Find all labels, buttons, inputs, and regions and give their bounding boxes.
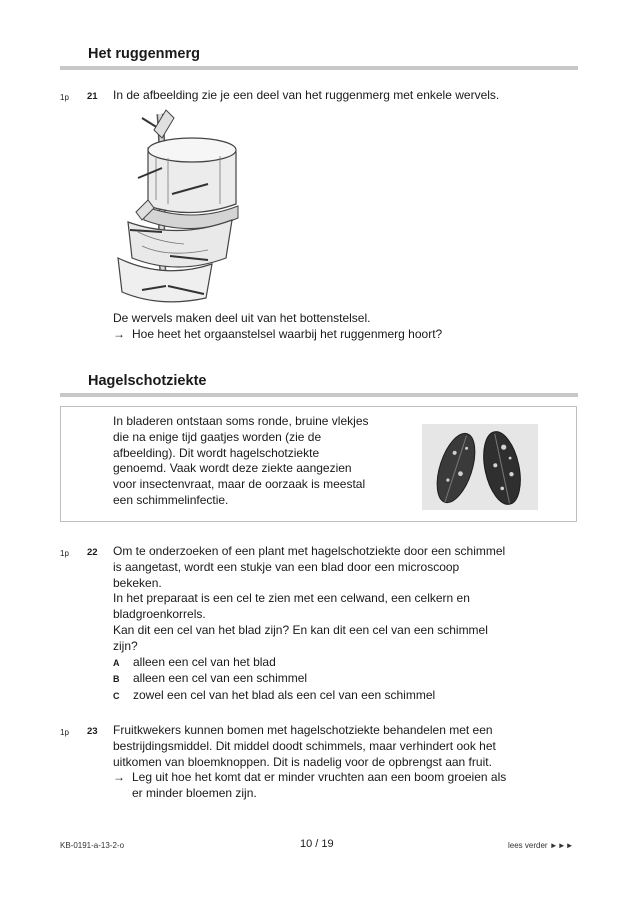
q21-points: 1p [60, 93, 69, 102]
q22-line: zijn? [113, 638, 138, 653]
q21-line1: De wervels maken deel uit van het bottenstelsel. [113, 311, 371, 325]
arrow-glyph: → [113, 770, 125, 785]
info-line: die na enige tijd gaatjes worden (zie de [113, 429, 322, 444]
q22-line: Om te onderzoeken of een plant met hagelschotziekte door een schimmel [113, 544, 506, 558]
info-line: In bladeren ontstaan soms ronde, bruine vlekjes [113, 414, 369, 428]
q22-line: is aangetast, wordt een stukje van een blad door een microscoop [113, 559, 460, 574]
q22-line: bladgroenkorrels. [113, 607, 206, 622]
footer-code: KB-0191-a-13-2-o [60, 841, 125, 850]
section-title-ruggenmerg: Het ruggenmerg [88, 46, 200, 62]
info-line: afbeelding). Dit wordt hagelschotziekte [113, 445, 320, 460]
q22-number: 22 [87, 547, 98, 558]
q21-question: Hoe heet het orgaanstelsel waarbij het ruggenmerg hoort? [132, 327, 443, 341]
q23-line: Fruitkwekers kunnen bomen met hagelschotziekte behandelen met een [113, 723, 493, 737]
q21-number: 21 [87, 91, 98, 102]
q22-line: In het preparaat is een cel te zien met een celwand, een celkern en [113, 591, 470, 606]
option-text: alleen een cel van een schimmel [133, 671, 308, 686]
section-title-hagelschotziekte: Hagelschotziekte [88, 373, 207, 389]
leaves-photo [422, 424, 538, 510]
q22-line: bekeken. [113, 575, 162, 590]
q22-option-c[interactable] [113, 688, 573, 705]
option-letter: B [113, 674, 120, 685]
info-line: voor insectenvraat, maar de oorzaak is meestal [113, 477, 366, 492]
section-rule [60, 393, 578, 397]
info-box-text [113, 414, 413, 509]
q22-line: Kan dit een cel van het blad zijn? En kan dit een cel van een schimmel [113, 622, 488, 637]
q22-stem [113, 544, 573, 705]
q22-option-b[interactable] [113, 671, 573, 688]
q23-line: bestrijdingsmiddel. Dit middel doodt schimmels, maar verhindert ook het [113, 738, 496, 753]
q23-task-line: Leg uit hoe het komt dat er minder vruchten aan een boom groeien als [132, 770, 507, 785]
q23-points: 1p [60, 728, 69, 737]
q22-option-a[interactable] [113, 655, 573, 672]
option-letter: C [113, 691, 120, 702]
q23-line: uitkomen van bloemknoppen. Dit is nadelig voor de opbrengst aan fruit. [113, 754, 492, 769]
option-text: alleen een cel van het blad [133, 654, 276, 669]
q23-number: 23 [87, 726, 98, 737]
q23-task-line: er minder bloemen zijn. [132, 786, 257, 801]
q23-stem [113, 723, 573, 802]
q21-arrow: → [113, 327, 125, 341]
section-rule [60, 66, 578, 70]
q22-points: 1p [60, 549, 69, 558]
q21-intro: In de afbeelding zie je een deel van het ruggenmerg met enkele wervels. [113, 88, 500, 102]
info-line: genoemd. Vaak wordt deze ziekte aangezien [113, 461, 352, 476]
option-text: zowel een cel van het blad als een cel van een schimmel [133, 688, 436, 703]
q23-task [113, 770, 573, 786]
info-line: een schimmelinfectie. [113, 492, 229, 507]
footer-next: lees verder ►►► [508, 841, 574, 850]
footer-page-number: 10 / 19 [300, 838, 334, 850]
option-letter: A [113, 657, 120, 668]
spine-illustration [108, 108, 248, 304]
